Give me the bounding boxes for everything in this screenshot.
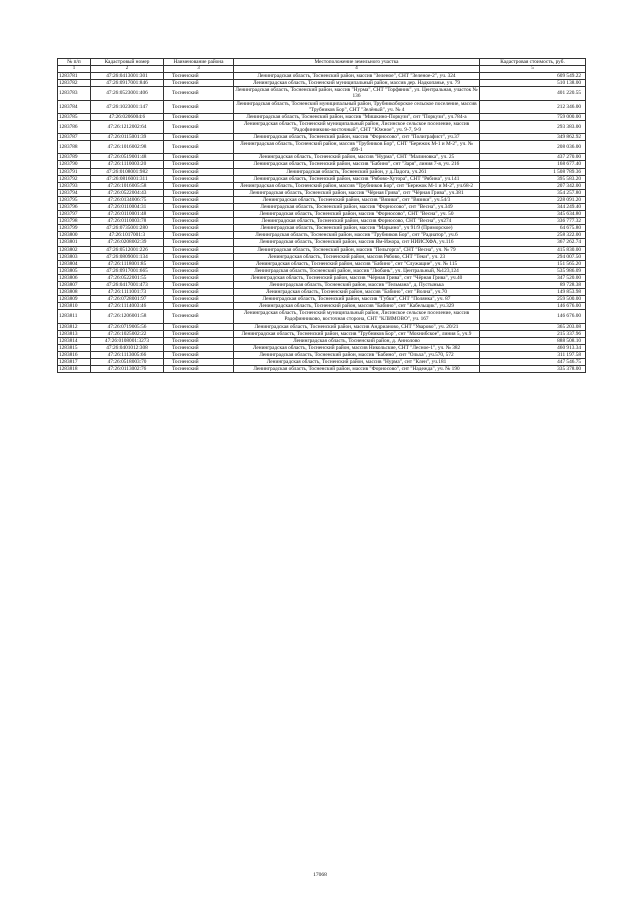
location: Ленинградская область, Тосненский район, массив "Трубников Бор", снт "Мохнибское", линия 5, уч.9 [234,330,480,337]
district-name: Тосненский [164,296,234,303]
cadastral-cost: 888 508.10 [480,337,586,344]
cadastral-cost: 345 634.80 [480,211,586,218]
cadastral-number: 47:26:0518003:70 [91,359,164,366]
cadastral-number: 47:26:0728001:97 [91,296,164,303]
location: Ленинградская область, Тосненский район, массив "Нурма", СНТ "Торфяник", ул. Центральная, участок № 136 [235,87,478,100]
cadastral-cost: 208 036.00 [480,141,586,154]
cadastral-cost: 335 378.00 [480,366,586,373]
district-name: Тосненский [164,120,234,133]
location: Ленинградская область, Тосненский район, массив "Бабино", снт "Кабельщик", уч.329 [234,303,480,310]
cadastral-number: 47:26:0110003:78 [91,218,164,225]
cadastral-cost: 344 249.40 [480,203,586,210]
district-name: Тосненский [164,211,234,218]
cadastral-cost: 311 197.58 [480,351,586,358]
cadastral-number: 47:26:1016005:58 [91,182,164,189]
cadastral-number: 47:26:1113005:66 [91,351,164,358]
row-number: 1283787 [58,134,91,141]
table-row [58,282,586,289]
cadastral-number: 47:26:0816001:311 [91,175,164,182]
header-location: Местоположение земельного участка [234,59,480,66]
district-name: Тосненский [164,113,234,120]
cadastral-cost: 207 342.00 [480,182,586,189]
table-row [58,260,586,267]
district-name: Тосненский [164,323,234,330]
district-name: Тосненский [164,366,234,373]
location: Ленинградская область, Тосненский район, массив "Трубников Бор", снт "Бережок М-1 и М-2", уч.68-2 [234,182,480,189]
table-row [58,267,586,274]
header-number: № п/п [58,59,91,66]
cadastral-cost: 149 853.98 [480,289,586,296]
cadastral-cost: 401 220.55 [480,87,586,100]
cadastral-number: 47:26:1110003:20 [91,161,164,168]
row-number: 1283783 [58,87,91,100]
cadastral-number: 47:26:0110004:31 [91,203,164,210]
cadastral-number: 47:26:1118001:85 [91,260,164,267]
location: Ленинградская область, Тосненский район, массив "Форносово", снт "Полиграфист", уч.37 [234,134,480,141]
row-number: 1283811 [58,310,91,323]
location: Ленинградская область, Тосненский район, массив Ям-Ижора, снт НИИСХФА, уч.116 [234,239,480,246]
location: Ленинградская область, Тосненский район, массив Андрианово, СНТ "Уварово", уч. 20/21 [234,323,480,330]
location: Ленинградская область, Тосненский муниципальный район, массив дер. Надкопанье, уч. 79 [234,80,480,87]
cadastral-number: 47:26:0522004:43 [91,189,164,196]
location: Ленинградская область, Тосненский муниципальный район, Трубникоборское сельское поселение, массив "Трубников Бор", СНТ "Зелёный", уч. № 4 [234,100,480,113]
row-number: 1283806 [58,274,91,281]
document-page [57,58,585,373]
location: Ленинградская область, Тосненский район, массив "Нурма", снт "Клен", уч.181 [234,359,480,366]
district-name: Тосненский [164,175,234,182]
cadastral-number: 47:26:1016002:98 [91,141,164,154]
cadastral-number: 47:26:1017001:3 [91,232,164,239]
district-name: Тосненский [164,344,234,351]
header-cost: Кадастровая стоимость, руб. [480,59,586,66]
cadastral-number: 47:26:1025002:22 [91,330,164,337]
cadastral-cost: 460 913.34 [480,344,586,351]
location: Ленинградская область, Тосненский район, массив "Вязики", снт "Вязики", уч.54/3 [234,196,480,203]
district-name: Тосненский [164,303,234,310]
table-row [58,203,586,210]
location: Ленинградская область, Тосненский район, массив "Чёрная Грива", снт "Чёрная Грива", уч.381 [234,189,480,196]
row-number: 1283785 [58,113,91,120]
cadastral-cost: 535 986.09 [480,267,586,274]
table-row [58,113,586,120]
district-name: Тосненский [164,196,234,203]
row-number: 1283809 [58,296,91,303]
district-name: Тосненский [164,87,234,100]
cadastral-cost: 349 862.92 [480,134,586,141]
table-row [58,359,586,366]
cadastral-cost: 415 830.00 [480,246,586,253]
location: Ленинградская область, Тосненский район, массив "Трубников Бор", снт "Радиатор", уч.6 [234,232,480,239]
district-name: Тосненский [164,330,234,337]
cadastral-cost: 437 270.00 [480,154,586,161]
table-row [58,120,586,133]
district-name: Тосненский [164,203,234,210]
table-row [58,351,586,358]
location: Ленинградская область, Тосненский район, массив "Форносово", СНТ "Весна", уч. 50 [234,211,480,218]
cadastral-number: 47:26:0113002:76 [91,366,164,373]
table-row [58,161,586,168]
row-number: 1283796 [58,203,91,210]
row-number: 1283803 [58,253,91,260]
column-index: 2 [91,66,164,73]
location: Ленинградская область, Тосненский район, массив "Бабино", снт "Служащие", уч. № 115 [234,260,480,267]
district-name: Тосненский [164,267,234,274]
table-row [58,218,586,225]
cadastral-cost: 294 007.50 [480,253,586,260]
row-number: 1283790 [58,161,91,168]
cadastral-cost: 89 728.38 [480,282,586,289]
column-index: 1 [58,66,91,73]
table-row [58,196,586,203]
row-number: 1283789 [58,154,91,161]
location: Ленинградская область, Тосненский район, массив "Трубников Бор", СНТ "Бережок М-1 и М-2", уч. № 499-1 [234,141,480,154]
cadastral-number: 47:26:0413001:301 [91,73,164,80]
cadastral-number: 47:26:0519001:48 [91,154,164,161]
location: Ленинградская область, Тосненский район, массив "Любань", уч. Центральный, №123,124 [234,267,480,274]
district-name: Тосненский [164,274,234,281]
cadastral-cost: 215 337.96 [480,330,586,337]
location: Ленинградская область, Тосненский район, массив "Бабино", снт "Волна", уч.70 [234,289,480,296]
row-number: 1283807 [58,282,91,289]
cadastral-number: 47:26:0401012:308 [91,344,164,351]
cadastral-number: 47:26:0134006:75 [91,196,164,203]
row-number: 1283814 [58,337,91,344]
header-cadastral-number: Кадастровый номер [91,59,164,66]
location: Ленинградская область, Тосненский район, массив "Зеленое", СНТ "Зеленое-2", уч. 324 [234,73,480,80]
row-number: 1283804 [58,260,91,267]
table-body [58,73,586,373]
location: Ленинградская область, Тосненский район, массив "Тельмана", д. Пустынька [234,282,480,289]
district-name: Тосненский [164,225,234,232]
cadastral-cost: 759 000.00 [480,113,586,120]
cadastral-number: 47:26:0719005:56 [91,323,164,330]
row-number: 1283816 [58,351,91,358]
cadastral-number: 47:26:0108001:982 [91,168,164,175]
cadastral-cost: 151 565.20 [480,260,586,267]
table-row [58,274,586,281]
row-number: 1283808 [58,289,91,296]
location: Ленинградская область, Тосненский район, массив Форносово, СНТ "Весна", уч274 [234,218,480,225]
table-row [58,344,586,351]
cadastral-number: 47:26:1111001:73 [91,289,164,296]
cadastral-number: 47:26:0110001:48 [91,211,164,218]
table-row [58,154,586,161]
table-row [58,73,586,80]
table-row [58,87,586,100]
table-row [58,289,586,296]
location: Ленинградская область, Тосненский район, массив "Бабино", снт "Заря", линия 7-я, уч. 216 [234,161,480,168]
cadastral-number: 47:26:0115001:39 [91,134,164,141]
location: Ленинградская область, Тосненский район, у д.Ладога, уч.261 [234,168,480,175]
row-number: 1283802 [58,246,91,253]
district-name: Тосненский [164,232,234,239]
cadastral-cost: 447 546.75 [480,359,586,366]
cadastral-cost: 146 676.00 [480,303,586,310]
row-number: 1283788 [58,141,91,154]
row-number: 1283799 [58,225,91,232]
cadastral-number: 47:26:0523001:406 [91,87,164,100]
district-name: Тосненский [164,359,234,366]
district-name: Тосненский [164,239,234,246]
cadastral-cost: 258 322.00 [480,232,586,239]
cadastral-number: 47:26:0809001:134 [91,253,164,260]
district-name: Тосненский [164,141,234,154]
location: Ленинградская область, Тосненский район, массив "Пельгорга", СНТ "Весна", уч. № 79 [234,246,480,253]
table-row [58,366,586,373]
location: Ленинградская область, Тосненский район, массив "Форносово", снт "Надежда", уч. № 190 [234,366,480,373]
location: Ленинградская область, Тосненский район, массив "Марьино", уч 91/9 (Приморское) [234,225,480,232]
row-number: 1283818 [58,366,91,373]
district-name: Тосненский [164,246,234,253]
district-name: Тосненский [164,260,234,267]
table-row [58,246,586,253]
table-row [58,303,586,310]
cadastral-number: 47:26:0208002:39 [91,239,164,246]
row-number: 1283798 [58,218,91,225]
table-row [58,323,586,330]
cadastral-number: 47:26:0917001:665 [91,267,164,274]
table-row [58,211,586,218]
location: Ленинградская область, Тосненский район, массив Никольские, СНТ "Лесное-1", уч. № 382 [234,344,480,351]
row-number: 1283793 [58,182,91,189]
district-name: Тосненский [164,351,234,358]
row-number: 1283815 [58,344,91,351]
district-name: Тосненский [164,182,234,189]
cadastral-cost: 146 676.00 [480,310,586,323]
district-name: Тосненский [164,168,234,175]
column-index-row [58,66,586,73]
cadastral-cost: 354 257.80 [480,189,586,196]
row-number: 1283813 [58,330,91,337]
location: Ленинградская область, Тосненский район, массив "Бабино", снт "Ольха", уч.570, 572 [234,351,480,358]
location: Ленинградская область, Тосненский район, д. Аннолово [234,337,480,344]
cadastral-cost: 347 520.00 [480,274,586,281]
cadastral-number: 47:26:0512001:226 [91,246,164,253]
cadastral-cost: 168 677.40 [480,161,586,168]
district-name: Тосненский [164,289,234,296]
row-number: 1283797 [58,211,91,218]
cadastral-cost: 1 508 789.36 [480,168,586,175]
table-row [58,100,586,113]
location: Ленинградская область, Тосненский район, массив "Форносово", снт "Весна", уч.349 [234,203,480,210]
row-number: 1283805 [58,267,91,274]
district-name: Тосненский [164,310,234,323]
page-number: 17068 [313,872,327,878]
table-row [58,182,586,189]
district-name: Тосненский [164,337,234,344]
cadastral-number: 47:26:1206001:58 [91,310,164,323]
table-row [58,141,586,154]
row-number: 1283794 [58,189,91,196]
location: Ленинградская область, Тосненский район, массив "Губки", СНТ "Полянка", уч. 87 [234,296,480,303]
district-name: Тосненский [164,218,234,225]
location: Ленинградская область, Тосненский район, массив "Нурма", СНТ "Малиновка", уч. 25 [234,154,480,161]
row-number: 1283784 [58,100,91,113]
district-name: Тосненский [164,161,234,168]
table-row [58,134,586,141]
table-row [58,296,586,303]
row-number: 1283786 [58,120,91,133]
table-row [58,330,586,337]
table-row [58,310,586,323]
row-number: 1283800 [58,232,91,239]
column-index: 5 [480,66,586,73]
row-number: 1283782 [58,80,91,87]
cadastral-cost: 609 549.22 [480,73,586,80]
cadastral-cost: 293 383.00 [480,120,586,133]
row-number: 1283817 [58,359,91,366]
cadastral-cost: 212 346.00 [480,100,586,113]
cadastral-cost: 365 203.08 [480,323,586,330]
cadastral-cost: 228 091.20 [480,196,586,203]
table-row [58,175,586,182]
cadastral-number: 47:26:1023001:147 [91,100,164,113]
cadastral-cost: 259 500.00 [480,296,586,303]
column-index: 4 [234,66,480,73]
cadastral-number: 47:26:0108001:3273 [91,337,164,344]
location: Ленинградская область, Тосненский район, массив Рябово, СНТ "Теки", уч. 23 [234,253,480,260]
cadastral-number: 47:26:0417001:473 [91,282,164,289]
location: Ленинградская область, Тосненский район, массив "Мишкино-Поркузи", снт "Поркузи", уч.784-а [234,113,480,120]
header-district: Наименование района [164,59,234,66]
row-number: 1283795 [58,196,91,203]
column-index: 3 [164,66,234,73]
cadastral-cost: 64 675.80 [480,225,586,232]
district-name: Тосненский [164,80,234,87]
row-number: 1283810 [58,303,91,310]
table-row [58,232,586,239]
row-number: 1283801 [58,239,91,246]
location: Ленинградская область, Тосненский район, массив "Чёрная Грива", снт "Чёрная Грива", уч.40 [234,274,480,281]
district-name: Тосненский [164,154,234,161]
header-row [58,59,586,66]
cadastral-number: 47:26:0206004:6 [91,113,164,120]
location: Ленинградская область, Тосненский район, массив "Рябово-Хутора", СНТ "Рябина", уч.141 [234,175,480,182]
row-number: 1283812 [58,323,91,330]
location: Ленинградская область, Тосненский муниципальный район, Лисинское сельское поселение, массив "Радофинниково-восточный", СНТ "Южное", уч. 9-7, 9-9 [234,120,480,133]
cadastral-number: 47:26:0917001:846 [91,80,164,87]
district-name: Тосненский [164,253,234,260]
district-name: Тосненский [164,282,234,289]
table-row [58,239,586,246]
location: Ленинградская область, Тосненский муниципальный район, Лисинское сельское поселение, массив Радофинниково, восточная сторона, СНТ "КЛИМОВО", уч. 167 [234,310,480,323]
row-number: 1283792 [58,175,91,182]
cadastral-table [57,58,586,373]
cadastral-number: 47:26:0522001:55 [91,274,164,281]
table-row [58,80,586,87]
table-row [58,189,586,196]
table-row [58,253,586,260]
table-row [58,225,586,232]
row-number: 1283781 [58,73,91,80]
district-name: Тосненский [164,134,234,141]
cadastral-cost: 367 262.74 [480,239,586,246]
cadastral-cost: 510 138.00 [480,80,586,87]
cadastral-number: 47:26:1114003:46 [91,303,164,310]
cadastral-cost: 336 777.32 [480,218,586,225]
cadastral-number: 47:26:0735001:280 [91,225,164,232]
district-name: Тосненский [164,100,234,113]
district-name: Тосненский [164,189,234,196]
table-row [58,337,586,344]
cadastral-number: 47:26:1212002:64 [91,120,164,133]
cadastral-cost: 395 583.20 [480,175,586,182]
row-number: 1283791 [58,168,91,175]
table-row [58,168,586,175]
district-name: Тосненский [164,73,234,80]
